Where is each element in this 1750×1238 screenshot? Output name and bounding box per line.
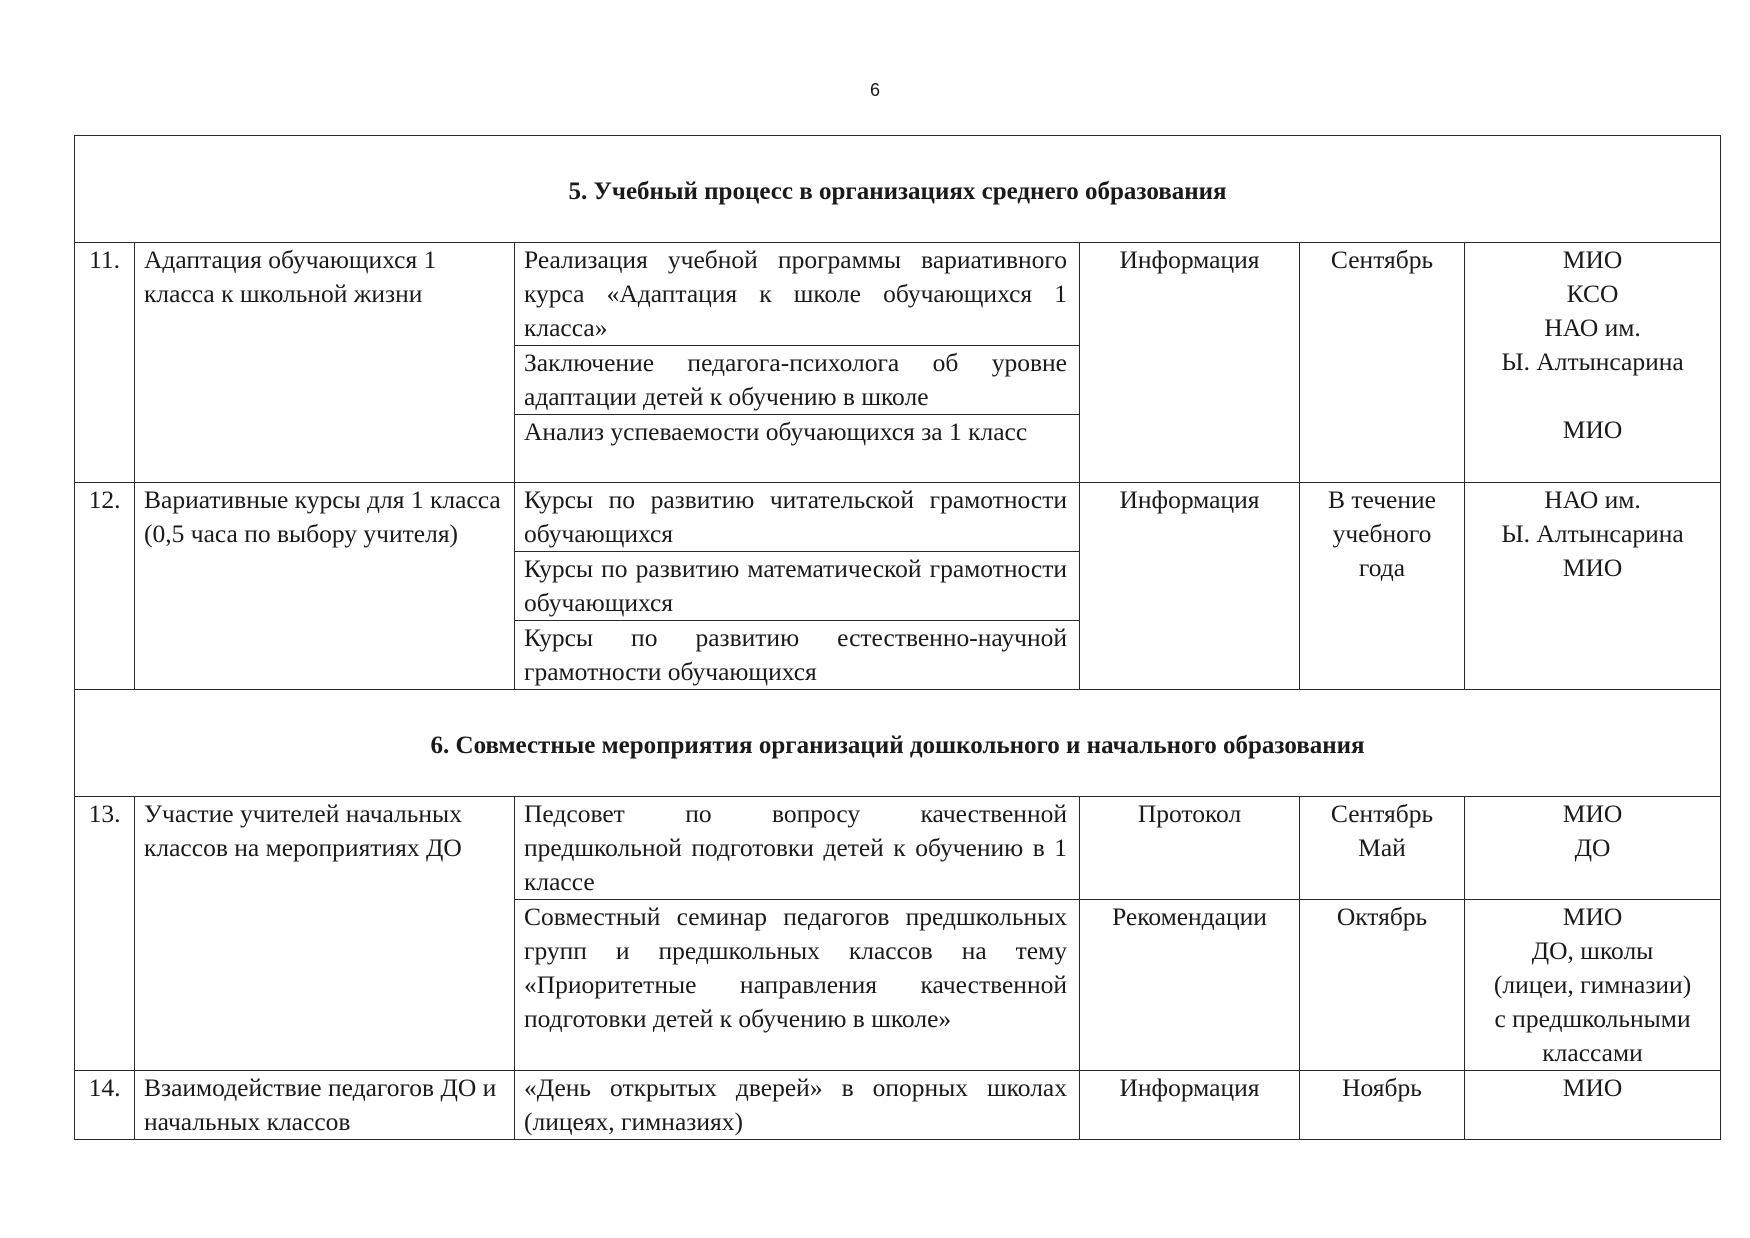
row-form: Информация — [1080, 483, 1300, 690]
responsible-line: Ы. Алтынсарина — [1501, 347, 1684, 376]
responsible-line — [1474, 379, 1711, 413]
row-form: Рекомендации — [1080, 900, 1300, 1071]
table-row — [75, 483, 1721, 552]
responsible-line: с предшкольными — [1494, 1004, 1691, 1033]
row-date: Сентябрь — [1300, 243, 1465, 483]
row-topic: Взаимодействие педагогов ДО и начальных классов — [135, 1071, 515, 1140]
row-responsible — [1465, 797, 1721, 900]
row-activity: Анализ успеваемости обучающихся за 1 класс — [515, 415, 1080, 483]
row-date — [1300, 900, 1465, 1071]
responsible-line: КСО — [1566, 279, 1619, 308]
date-line: Май — [1358, 833, 1406, 862]
responsible-line: (лицеи, гимназии) — [1493, 970, 1692, 999]
date-line: Октябрь — [1336, 902, 1428, 931]
date-line: учебного — [1332, 519, 1432, 548]
responsible-line: ДО, школы — [1531, 936, 1654, 965]
plan-table — [74, 135, 1721, 1140]
responsible-line: МИО — [1562, 245, 1623, 274]
row-responsible — [1465, 243, 1721, 483]
row-date: Ноябрь — [1300, 1071, 1465, 1140]
row-activity: Курсы по развитию естественно-научной грамотности обучающихся — [515, 621, 1080, 690]
section-title: 6. Совместные мероприятия организаций дошкольного и начального образования — [75, 690, 1721, 797]
row-form: Информация — [1080, 1071, 1300, 1140]
responsible-line: ДО — [1574, 833, 1611, 862]
responsible-line: НАО им. — [1544, 485, 1641, 514]
row-activity: Курсы по развитию математической грамотности обучающихся — [515, 552, 1080, 621]
row-responsible — [1465, 900, 1721, 1071]
table-row — [75, 1071, 1721, 1140]
row-topic: Адаптация обучающихся 1 класса к школьной жизни — [135, 243, 515, 483]
row-date — [1300, 483, 1465, 690]
row-form: Протокол — [1080, 797, 1300, 900]
table-row — [75, 243, 1721, 346]
row-date — [1300, 797, 1465, 900]
row-number: 11. — [75, 243, 135, 483]
responsible-line: Ы. Алтынсарина — [1501, 519, 1684, 548]
row-activity: «День открытых дверей» в опорных школах (лицеях, гимназиях) — [515, 1071, 1080, 1140]
responsible-line: МИО — [1562, 553, 1623, 582]
row-activity: Реализация учебной программы вариативного курса «Адаптация к школе обучающихся 1 класса» — [515, 243, 1080, 346]
row-responsible — [1465, 483, 1721, 690]
responsible-line: НАО им. — [1544, 313, 1641, 342]
date-line: Сентябрь — [1330, 799, 1434, 828]
row-responsible: МИО — [1465, 1071, 1721, 1140]
row-activity: Педсовет по вопросу качественной предшкольной подготовки детей к обучению в 1 классе — [515, 797, 1080, 900]
date-line: года — [1358, 553, 1406, 582]
row-topic: Участие учителей начальных классов на мероприятиях ДО — [135, 797, 515, 1071]
responsible-line: МИО — [1562, 799, 1623, 828]
row-number: 14. — [75, 1071, 135, 1140]
responsible-line: МИО — [1562, 415, 1623, 444]
table-row — [75, 797, 1721, 900]
page-number: 6 — [869, 80, 880, 100]
row-number: 13. — [75, 797, 135, 1071]
responsible-line: МИО — [1562, 902, 1623, 931]
row-form: Информация — [1080, 243, 1300, 483]
row-activity: Заключение педагога-психолога об уровне адаптации детей к обучению в школе — [515, 346, 1080, 415]
responsible-line: классами — [1542, 1038, 1643, 1067]
section-header — [75, 136, 1721, 243]
row-activity: Курсы по развитию читательской грамотности обучающихся — [515, 483, 1080, 552]
row-number: 12. — [75, 483, 135, 690]
row-activity: Совместный семинар педагогов предшкольных групп и предшкольных классов на тему «Приоритетные направления качественной подготовки детей к обучению в школе» — [515, 900, 1080, 1071]
section-header — [75, 690, 1721, 797]
row-topic: Вариативные курсы для 1 класса (0,5 часа по выбору учителя) — [135, 483, 515, 690]
date-line: В течение — [1328, 485, 1436, 514]
section-title: 5. Учебный процесс в организациях среднего образования — [75, 136, 1721, 243]
